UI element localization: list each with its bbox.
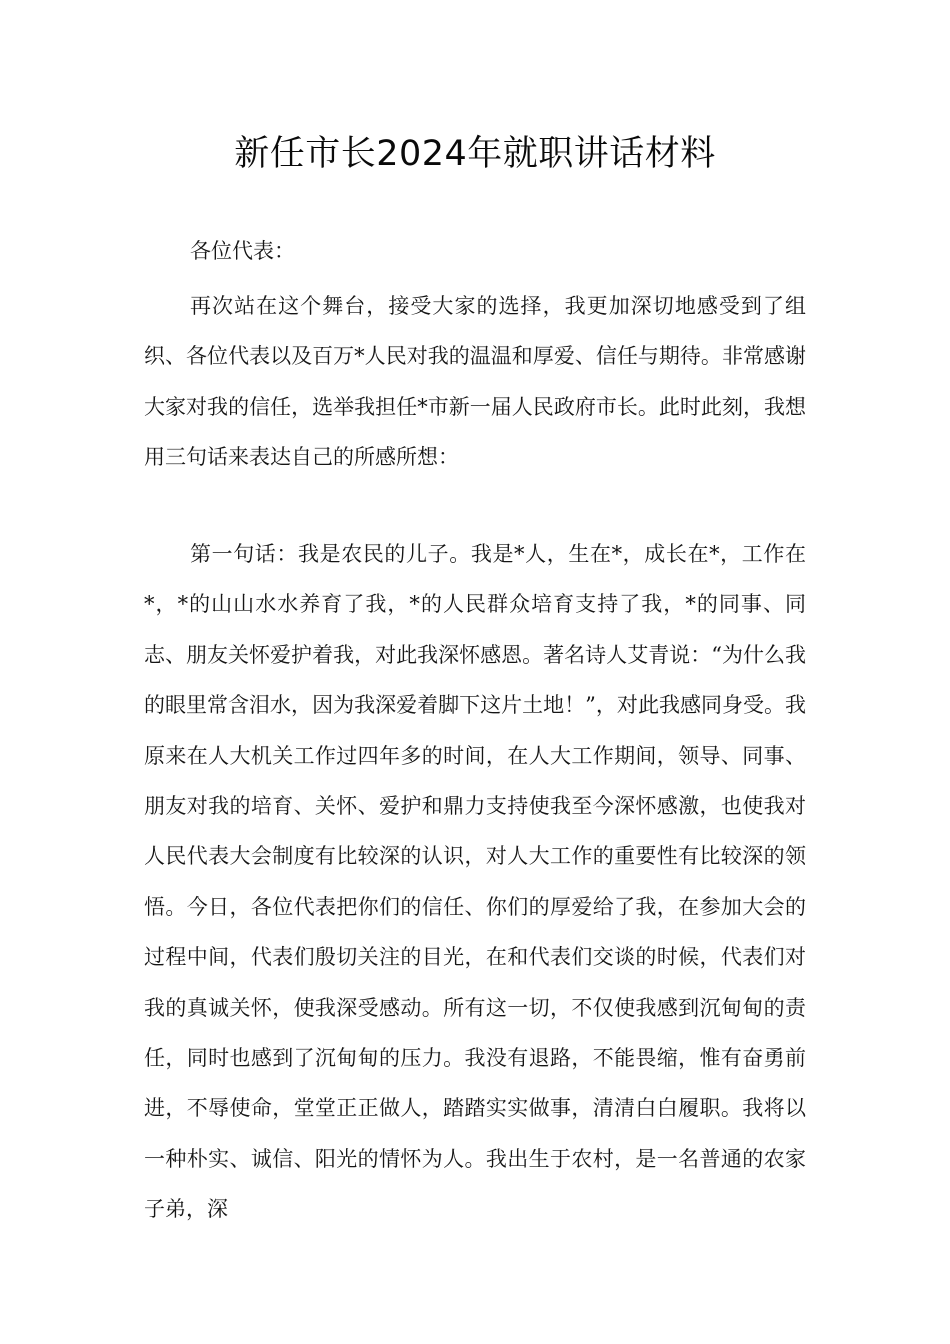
paragraph-first-point: 第一句话：我是农民的儿子。我是*人，生在*，成长在*，工作在*，*的山山水水养育了我，*的人民群众培育支持了我，*的同事、同志、朋友关怀爱护着我，对此我深怀感恩。著名诗人艾青说：“为什么我的眼里常含泪水，因为我深爱着脚下这片土地！”，对此我感同身受。我原来在人大机关工作过四年多的时间，在人大工作期间，领导、同事、朋友对我的培育、关怀、爱护和鼎力支持使我至今深怀感激，也使我对人民代表大会制度有比较深的认识，对人大工作的重要性有比较深的领悟。今日，各位代表把你们的信任、你们的厚爱给了我，在参加大会的过程中间，代表们殷切关注的目光，在和代表们交谈的时候，代表们对我的真诚关怀，使我深受感动。所有这一切，不仅使我感到沉甸甸的责任，同时也感到了沉甸甸的压力。我没有退路，不能畏缩，惟有奋勇前进，不辱使命，堂堂正正做人，踏踏实实做事，清清白白履职。我将以一种朴实、诚信、阳光的情怀为人。我出生于农村，是一名普通的农家子弟，深 — [144, 542, 806, 1222]
document-title: 新任市长2024年就职讲话材料 — [234, 134, 716, 174]
paragraph-opening: 再次站在这个舞台，接受大家的选择，我更加深切地感受到了组织、各位代表以及百万*人民对我的温温和厚爱、信任与期待。非常感谢大家对我的信任，选举我担任*市新一届人民政府市长。此时此刻，我想用三句话来表达自己的所感所想： — [144, 294, 806, 470]
salutation: 各位代表： — [190, 239, 295, 263]
